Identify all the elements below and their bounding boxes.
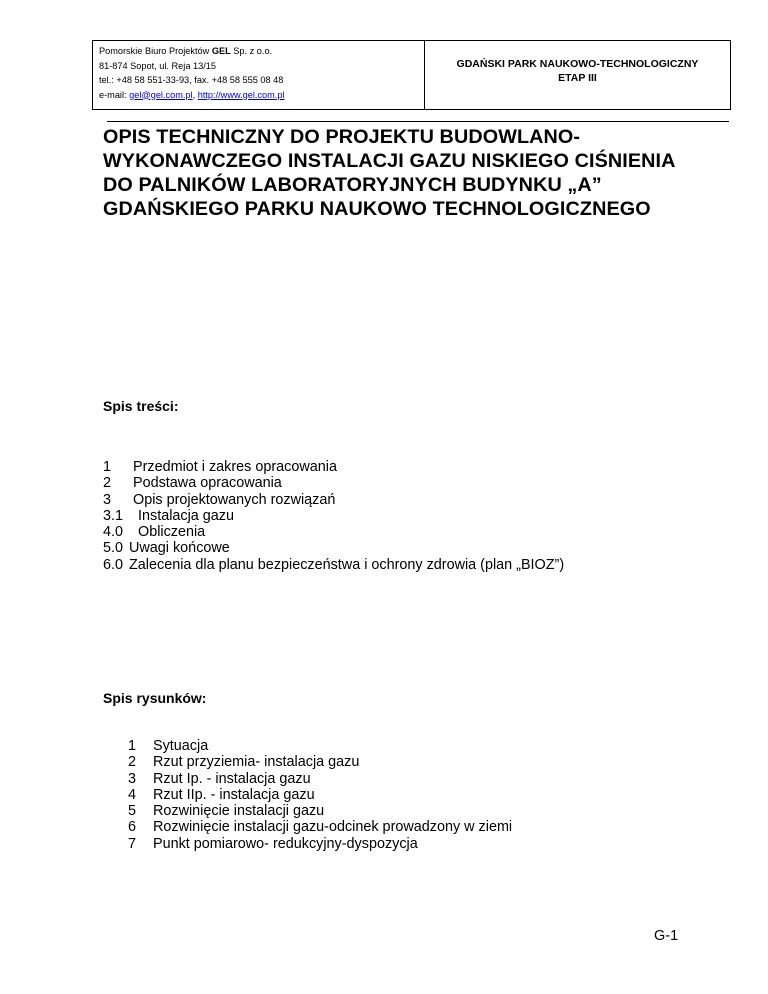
company-phone: tel.: +48 58 551-33-93, fax. +48 58 555 08 48 (99, 75, 284, 85)
toc-item (103, 540, 564, 556)
toc-item-number: 1 (103, 459, 112, 475)
toc-item-number: 6.0 (103, 556, 124, 573)
title-line: GDAŃSKIEGO PARKU NAUKOWO TECHNOLOGICZNEGO (103, 198, 651, 220)
drawing-item (128, 836, 512, 852)
document-header (92, 40, 731, 110)
toc-heading: Spis treści: (103, 398, 179, 414)
list-of-drawings (128, 738, 512, 852)
toc-item-number: 4.0 (103, 524, 124, 541)
drawing-title: Punkt pomiarowo- redukcyjny-dyspozycja (153, 835, 418, 852)
toc-item-text: Podstawa opracowania (133, 475, 282, 492)
header-divider (107, 121, 729, 122)
company-address: 81-874 Sopot, ul. Reja 13/15 (99, 60, 216, 71)
toc-item (103, 492, 564, 508)
drawing-number: 6 (128, 819, 137, 836)
project-stage: ETAP III (558, 72, 597, 84)
company-name-bold: GEL (211, 46, 231, 56)
toc-item-number: 3.1 (103, 507, 124, 524)
company-name-prefix: Pomorskie Biuro Projektów (99, 46, 212, 56)
contact-separator: , (192, 89, 198, 100)
toc-item-text: Zalecenia dla planu bezpieczeństwa i ochrony zdrowia (plan „BIOZ”) (129, 556, 565, 573)
figures-heading: Spis rysunków: (103, 690, 207, 706)
toc-item (103, 459, 564, 475)
document-title (103, 125, 743, 221)
drawing-item (128, 771, 512, 787)
title-line: OPIS TECHNICZNY DO PROJEKTU BUDOWLANO- (103, 126, 581, 148)
company-contact-line (99, 88, 424, 103)
toc-item-number: 3 (103, 491, 112, 508)
toc-item (103, 557, 564, 573)
project-name: GDAŃSKI PARK NAUKOWO-TECHNOLOGICZNY (456, 58, 699, 70)
toc-item (103, 475, 564, 491)
toc-item-number: 5.0 (103, 540, 124, 557)
drawing-item (128, 787, 512, 803)
project-info (425, 41, 730, 109)
drawing-item (128, 803, 512, 819)
drawing-title: Rozwinięcie instalacji gazu-odcinek prowadzony w ziemi (153, 819, 513, 836)
toc-item (103, 508, 564, 524)
drawing-title: Sytuacja (153, 738, 209, 754)
toc-item-text: Obliczenia (138, 524, 206, 541)
drawing-number: 5 (128, 803, 137, 820)
drawing-number: 7 (128, 835, 137, 852)
drawing-item (128, 738, 512, 754)
company-info (93, 41, 425, 109)
email-link[interactable]: gel@gel.com.pl (129, 89, 193, 100)
drawing-number: 4 (128, 786, 137, 803)
toc-item-text: Opis projektowanych rozwiązań (133, 491, 336, 508)
drawing-number: 3 (128, 770, 137, 787)
website-link[interactable]: http://www.gel.com.pl (197, 89, 285, 100)
drawing-number: 1 (128, 738, 137, 754)
drawing-title: Rzut IIp. - instalacja gazu (153, 786, 315, 803)
title-line: DO PALNIKÓW LABORATORYJNYCH BUDYNKU „A” (103, 174, 602, 196)
toc-item-text: Przedmiot i zakres opracowania (133, 459, 337, 475)
drawing-number: 2 (128, 754, 137, 771)
toc-item-text: Uwagi końcowe (129, 540, 230, 557)
drawing-item (128, 754, 512, 770)
toc-item-number: 2 (103, 475, 112, 492)
page-number: G-1 (654, 928, 679, 944)
company-name-line (99, 44, 424, 59)
title-line: WYKONAWCZEGO INSTALACJI GAZU NISKIEGO CIŚNIENIA (103, 150, 676, 172)
drawing-title: Rozwinięcie instalacji gazu (153, 803, 325, 820)
company-name-suffix: Sp. z o.o. (230, 46, 273, 56)
table-of-contents (103, 459, 564, 573)
drawing-item (128, 819, 512, 835)
drawing-title: Rzut Ip. - instalacja gazu (153, 770, 311, 787)
toc-item-text: Instalacja gazu (138, 507, 234, 524)
email-label: e-mail: (99, 89, 130, 100)
drawing-title: Rzut przyziemia- instalacja gazu (153, 754, 360, 771)
toc-item (103, 524, 564, 540)
